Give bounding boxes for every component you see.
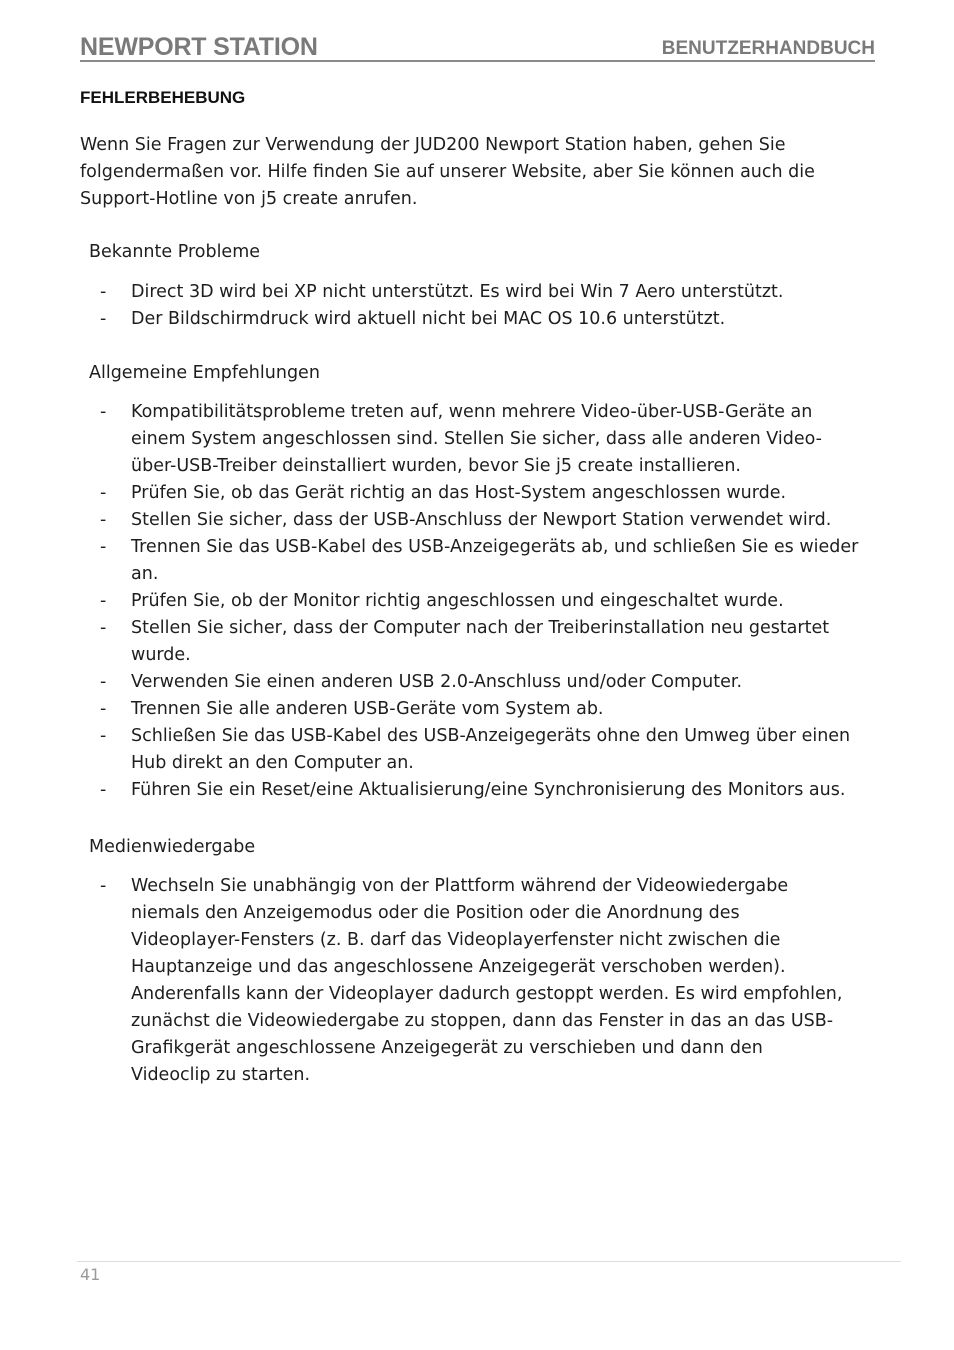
intro-line: folgendermaßen vor. Hilfe finden Sie auf unserer Website, aber Sie können auch die: [80, 162, 815, 182]
bullet-dash: -: [100, 726, 107, 746]
list-item: [0, 696, 954, 723]
header-product-name: NEWPORT STATION: [80, 33, 318, 61]
list-item-line: Verwenden Sie einen anderen USB 2.0-Anschluss und/oder Computer.: [131, 672, 743, 692]
list-item: [0, 534, 954, 588]
list-item: [0, 306, 954, 333]
list-item-line: Hauptanzeige und das angeschlossene Anzeigegerät verschoben werden).: [131, 957, 786, 977]
media-playback-heading: Medienwiedergabe: [89, 837, 256, 857]
list-item-line: Trennen Sie das USB-Kabel des USB-Anzeigegeräts ab, und schließen Sie es wieder: [131, 537, 859, 557]
list-item-line: Trennen Sie alle anderen USB-Geräte vom System ab.: [131, 699, 604, 719]
list-item-line: Schließen Sie das USB-Kabel des USB-Anzeigegeräts ohne den Umweg über einen: [131, 726, 851, 746]
section-title: FEHLERBEHEBUNG: [80, 88, 246, 107]
list-item: [0, 399, 954, 480]
list-item: [0, 480, 954, 507]
known-issues-list: [0, 279, 954, 333]
bullet-dash: -: [100, 618, 107, 638]
bullet-dash: -: [100, 282, 107, 302]
intro-line: Support-Hotline von j5 create anrufen.: [80, 189, 418, 209]
bullet-dash: -: [100, 510, 107, 530]
list-item-line: Stellen Sie sicher, dass der Computer nach der Treiberinstallation neu gestartet: [131, 618, 830, 638]
list-item-line: Kompatibilitätsprobleme treten auf, wenn mehrere Video-über-USB-Geräte an: [131, 402, 813, 422]
bullet-dash: -: [100, 402, 107, 422]
bullet-dash: -: [100, 309, 107, 329]
media-playback-list: [0, 873, 954, 1089]
list-item-line: Grafikgerät angeschlossene Anzeigegerät zu verschieben und dann den: [131, 1038, 763, 1058]
list-item: [0, 507, 954, 534]
list-item-line: Videoclip zu starten.: [131, 1065, 311, 1085]
bullet-dash: -: [100, 672, 107, 692]
list-item-line: Prüfen Sie, ob der Monitor richtig angeschlossen und eingeschaltet wurde.: [131, 591, 784, 611]
list-item-line: Der Bildschirmdruck wird aktuell nicht bei MAC OS 10.6 unterstützt.: [131, 309, 726, 329]
bullet-dash: -: [100, 591, 107, 611]
list-item-line: Direct 3D wird bei XP nicht unterstützt. Es wird bei Win 7 Aero unterstützt.: [131, 282, 784, 302]
intro-line: Wenn Sie Fragen zur Verwendung der JUD200 Newport Station haben, gehen Sie: [80, 135, 786, 155]
list-item-line: einem System angeschlossen sind. Stellen Sie sicher, dass alle anderen Video-: [131, 429, 822, 449]
page-number: 41: [80, 1265, 101, 1284]
list-item: [0, 279, 954, 306]
bullet-dash: -: [100, 780, 107, 800]
list-item-line: Stellen Sie sicher, dass der USB-Anschluss der Newport Station verwendet wird.: [131, 510, 832, 530]
bullet-dash: -: [100, 876, 107, 896]
list-item-line: zunächst die Videowiedergabe zu stoppen, dann das Fenster in das an das USB-: [131, 1011, 834, 1031]
list-item-line: Hub direkt an den Computer an.: [131, 753, 414, 773]
list-item-line: über-USB-Treiber deinstalliert wurden, bevor Sie j5 create installieren.: [131, 456, 741, 476]
list-item-line: Videoplayer-Fensters (z. B. darf das Videoplayerfenster nicht zwischen die: [131, 930, 781, 950]
list-item: [0, 723, 954, 777]
footer-divider: [77, 1261, 901, 1262]
list-item-line: Wechseln Sie unabhängig von der Plattform während der Videowiedergabe: [131, 876, 789, 896]
list-item-line: Führen Sie ein Reset/eine Aktualisierung/eine Synchronisierung des Monitors aus.: [131, 780, 846, 800]
list-item: [0, 669, 954, 696]
bullet-dash: -: [100, 699, 107, 719]
list-item-line: Anderenfalls kann der Videoplayer dadurch gestoppt werden. Es wird empfohlen,: [131, 984, 843, 1004]
list-item-line: niemals den Anzeigemodus oder die Position oder die Anordnung des: [131, 903, 740, 923]
general-recommendations-heading: Allgemeine Empfehlungen: [89, 363, 320, 383]
list-item: [0, 777, 954, 804]
bullet-dash: -: [100, 537, 107, 557]
known-issues-heading: Bekannte Probleme: [89, 242, 261, 262]
bullet-dash: -: [100, 483, 107, 503]
list-item: [0, 615, 954, 669]
list-item-line: wurde.: [131, 645, 191, 665]
list-item-line: Prüfen Sie, ob das Gerät richtig an das Host-System angeschlossen wurde.: [131, 483, 787, 503]
page-header: [80, 30, 875, 62]
list-item: [0, 588, 954, 615]
list-item: [0, 873, 954, 1089]
intro-paragraph: [80, 132, 880, 213]
header-doc-type: BENUTZERHANDBUCH: [661, 38, 875, 59]
general-recommendations-list: [0, 399, 954, 804]
list-item-line: an.: [131, 564, 159, 584]
